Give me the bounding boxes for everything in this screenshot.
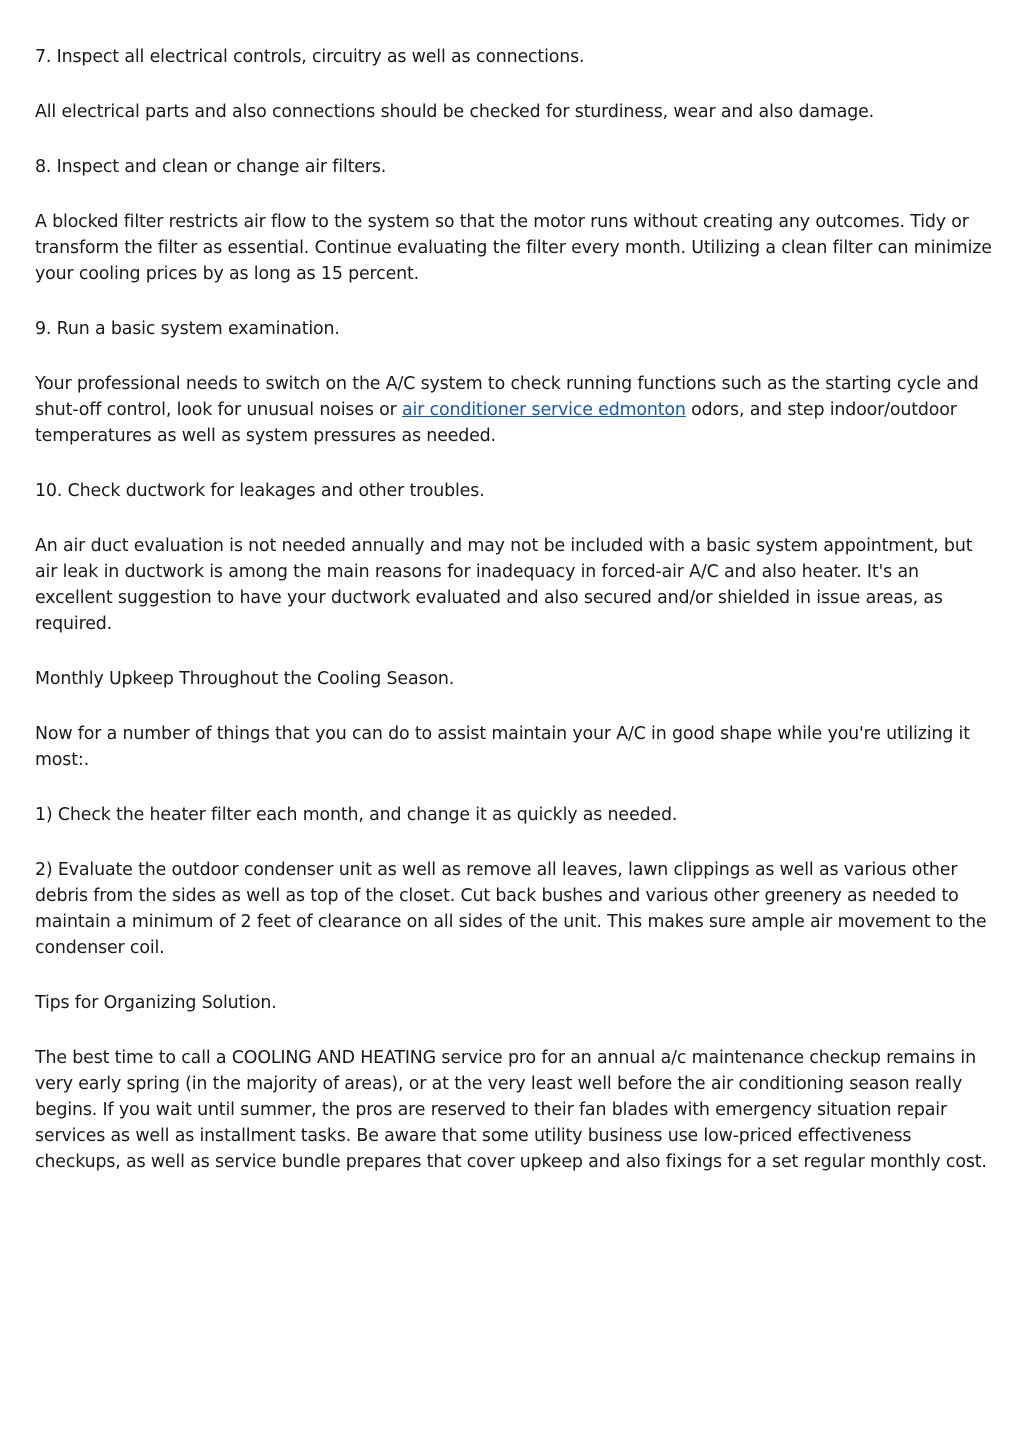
step-9-heading: 9. Run a basic system examination. [35, 319, 340, 339]
step-8-description: A blocked filter restricts air flow to the system so that the motor runs without creating any outcomes. Tidy or transform the filter as essential. Continue evaluating the filter every month. Utilizing a clean filter can minimize your cooling prices by as long as 15 percent. [35, 212, 992, 284]
upkeep-tip-1: 1) Check the heater filter each month, and change it as quickly as needed. [35, 805, 678, 825]
organizing-tips-heading: Tips for Organizing Solution. [35, 993, 277, 1013]
step-10-heading: 10. Check ductwork for leakages and other troubles. [35, 481, 485, 501]
step-7-description: All electrical parts and also connections should be checked for sturdiness, wear and also damage. [35, 102, 875, 122]
upkeep-tip-2: 2) Evaluate the outdoor condenser unit as well as remove all leaves, lawn clippings as well as various other debris from the sides as well as top of the closet. Cut back bushes and various other greenery as needed to maintain a minimum of 2 feet of clearance on all sides of the unit. This makes sure ample air movement to the condenser coil. [35, 860, 987, 958]
step-7-heading: 7. Inspect all electrical controls, circuitry as well as connections. [35, 47, 585, 67]
monthly-upkeep-heading: Monthly Upkeep Throughout the Cooling Season. [35, 669, 455, 689]
air-conditioner-service-link[interactable]: air conditioner service edmonton [402, 400, 686, 420]
monthly-upkeep-intro: Now for a number of things that you can do to assist maintain your A/C in good shape while you're utilizing it most:. [35, 724, 970, 770]
step-10-description: An air duct evaluation is not needed annually and may not be included with a basic system appointment, but air leak in ductwork is among the main reasons for inadequacy in forced-air A/C and also heater. It's an excellent suggestion to have your ductwork evaluated and also secured and/or shielded in issue areas, as required. [35, 536, 973, 634]
organizing-tips-description: The best time to call a COOLING AND HEATING service pro for an annual a/c maintenance checkup remains in very early spring (in the majority of areas), or at the very least well before the air conditioning season really begins. If you wait until summer, the pros are reserved to their fan blades with emergency situation repair services as well as installment tasks. Be aware that some utility business use low-priced effectiveness checkups, as well as service bundle prepares that cover upkeep and also fixings for a set regular monthly cost. [35, 1048, 987, 1172]
step-8-heading: 8. Inspect and clean or change air filters. [35, 157, 387, 177]
step-9-text-after-link: odors, and step indoor/outdoor temperatures as well as system pressures as needed. [35, 400, 957, 446]
step-9-description [35, 371, 995, 449]
document-body [35, 44, 995, 1204]
step-9-text-before-link: Your professional needs to switch on the A/C system to check running functions such as the starting cycle and shut-off control, look for unusual noises or [35, 374, 979, 420]
